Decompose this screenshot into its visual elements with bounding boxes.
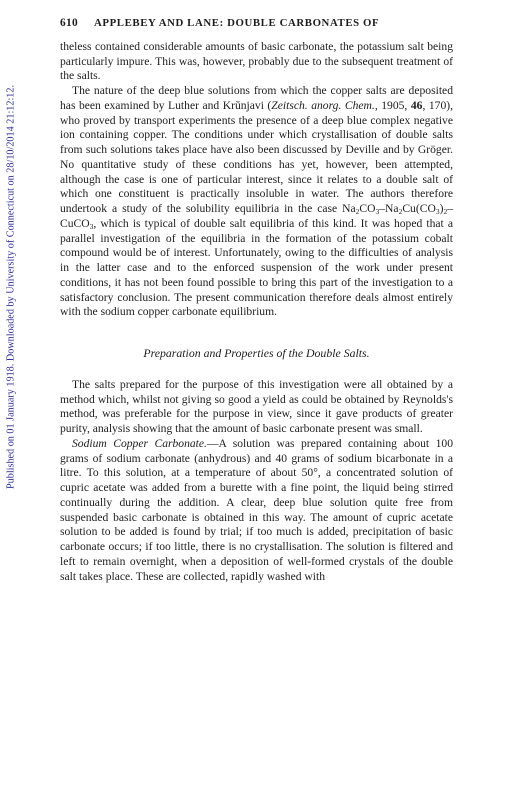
paragraph-text: The nature of the deep blue solutions from which the copper salts are deposited has been examined by Luther and Krŭnjavi ( (60, 84, 453, 112)
section-heading: Preparation and Properties of the Double Salts. (143, 346, 370, 360)
chemical-formula: $Na_2CO_3-Na_2Cu(CO_3)_2-CuCO_3$ (60, 202, 453, 231)
paragraph-text: , 170), who proved by transport experiments the presence of a deep blue complex negative ion containing copper. The conditions under which crystallisation of double salts from such solutions takes place have also been discussed by Deville and by Gröger. No quantitative study of these conditions has yet, however, been attempted, although the case is one of particular interest, since it relates to a double salt of which one constituent is practically insoluble in water. The authors therefore undertook a study of the solubility equilibria in the case (60, 98, 453, 215)
citation-journal: Zeitsch. anorg. Chem. (271, 98, 375, 112)
paragraph-preparation: The salts prepared for the purpose of this investigation were all obtained by a method which, whilst not giving so good a yield as could be obtained by Reynolds's method, was preferable for the purpose in view, since it gave products of greater purity, analysis showing that the amount of basic carbonate present was small. (60, 377, 453, 435)
paragraph-text: —A solution was prepared containing about 100 grams of sodium carbonate (anhydrous) and 40 grams of sodium bicarbonate in a litre. To this solution, at a temperature of about 50°, a concentrated solution of cupric acetate was added from a burette with a fine point, the liquid being stirred continually during the addition. A clear, deep blue solution quite free from suspended basic carbonate is obtained in this way. The amount of cupric acetate solution to be added is found by trial; if too much is added, precipitation of basic carbonate occurs; if too little, there is no crystallisation. The solution is filtered and left to remain overnight, when a deposition of well-formed crystals of the double salt takes place. These are collected, rapidly washed with (60, 436, 453, 583)
citation-volume: 46 (410, 98, 423, 112)
paragraph-text: , which is typical of double salt equilibria of this kind. It was hoped that a parallel investigation of the equilibria in the formation of the potassium cobalt compound would be of interest. Unfortunately, owing to the difficulties of analysis in the latter case and to the enforced suspension of the work under present conditions, it has not been found possible to bring this part of the investigation to a satisfactory conclusion. The present communication therefore deals almost entirely with the sodium copper carbonate equilibrium. (60, 216, 453, 319)
running-header (60, 16, 453, 31)
run-in-heading: Sodium Copper Carbonate. (72, 436, 207, 450)
paragraph-sodium-copper-carbonate (60, 437, 453, 585)
paragraph-complex-ion (60, 84, 453, 320)
page-body (60, 16, 453, 584)
paragraph-text: , 1905, (374, 98, 411, 112)
running-title: APPLEBEY AND LANE: DOUBLE CARBONATES OF (94, 17, 380, 29)
download-watermark-text: Published on 01 January 1918. Downloaded by University of Connecticut on 28/10/2014 21:12:12. (5, 84, 17, 490)
paragraph-continuation: theless contained considerable amounts of basic carbonate, the potassium salt being particularly impure. This was, however, probably due to the subsequent treatment of the salts. (60, 39, 453, 83)
download-watermark (2, 62, 20, 512)
page-number: 610 (60, 17, 78, 29)
